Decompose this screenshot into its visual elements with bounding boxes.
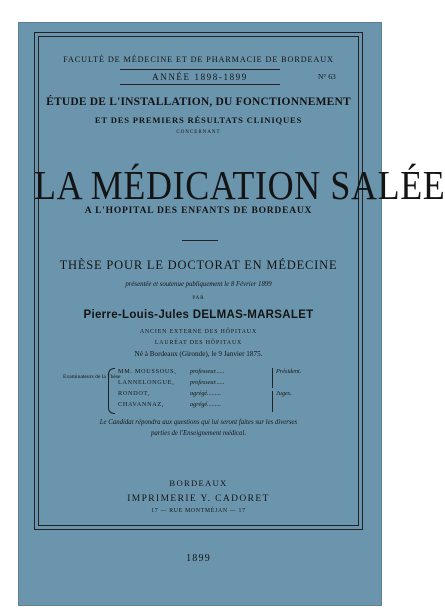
president-bracket — [272, 368, 273, 388]
academic-year: ANNÉE 1898-1899 — [152, 72, 248, 82]
judges-bracket — [272, 391, 273, 412]
jury-member-name: LANNELONGUE, — [118, 379, 175, 386]
printer-name: IMPRIMERIE Y. CADORET — [127, 494, 270, 504]
jury-member-name: RONDOT, — [118, 390, 150, 397]
jury-member — [118, 388, 328, 399]
thesis-number: N° 63 — [318, 72, 336, 81]
publication-city: BORDEAUX — [169, 478, 228, 488]
jury-member-role: professeur...... — [190, 379, 225, 386]
candidate-notice-line1: Le Candidat répondra aux questions qui lui seront faites sur les diverses — [99, 419, 298, 426]
jury-member-function: Juges. — [276, 390, 292, 397]
jury-brace — [108, 368, 115, 414]
jury-list — [118, 366, 328, 410]
faculty-heading: FACULTÉ DE MÉDECINE ET DE PHARMACIE DE BORDEAUX — [63, 55, 334, 64]
jury-member-name: MM. MOUSSOUS, — [118, 368, 177, 375]
author-title-1: ANCIEN EXTERNE DES HÔPITAUX — [139, 329, 258, 335]
presentation-date: présentée et soutenue publiquement le 8 Février 1899 — [125, 281, 272, 288]
author-title-2: LAURÉAT DES HÔPITAUX — [154, 340, 243, 346]
divider-bottom — [120, 84, 280, 85]
jury-member — [118, 399, 328, 410]
study-title-line1: ÉTUDE DE L'INSTALLATION, DU FONCTIONNEMENT — [46, 96, 351, 108]
short-divider — [182, 240, 218, 241]
publication-year: 1899 — [186, 553, 211, 564]
jury-member — [118, 366, 328, 377]
jury-member-role: professeur...... — [190, 368, 225, 375]
hospital-subtitle: A L'HOPITAL DES ENFANTS DE BORDEAUX — [84, 206, 313, 216]
jury-label: Examinateurs de la Thèse — [63, 374, 121, 380]
jury-member-role: agrégé......... — [190, 390, 222, 397]
author-name: Pierre-Louis-Jules DELMAS-MARSALET — [83, 309, 314, 321]
par-label: PAR — [192, 296, 205, 301]
jury-member-role: agrégé......... — [190, 401, 222, 408]
concernant-label: CONCERNANT — [176, 130, 221, 135]
study-title-line2: ET DES PREMIERS RÉSULTATS CLINIQUES — [94, 115, 303, 125]
printer-address: 17 — RUE MONTMÉJAN — 17 — [151, 508, 246, 514]
divider-top — [120, 69, 280, 70]
jury-member-name: CHAVANNAZ, — [118, 401, 165, 408]
author-birth: Né à Bordeaux (Gironde), le 9 Janvier 1875. — [134, 350, 263, 358]
main-title: LA MÉDICATION SALÉE — [34, 162, 445, 208]
candidate-notice-line2: parties de l'Enseignement médical. — [150, 430, 247, 437]
jury-member-function: Président. — [276, 368, 302, 375]
thesis-heading: THÈSE POUR LE DOCTORAT EN MÉDECINE — [59, 258, 338, 272]
jury-member — [118, 377, 328, 388]
